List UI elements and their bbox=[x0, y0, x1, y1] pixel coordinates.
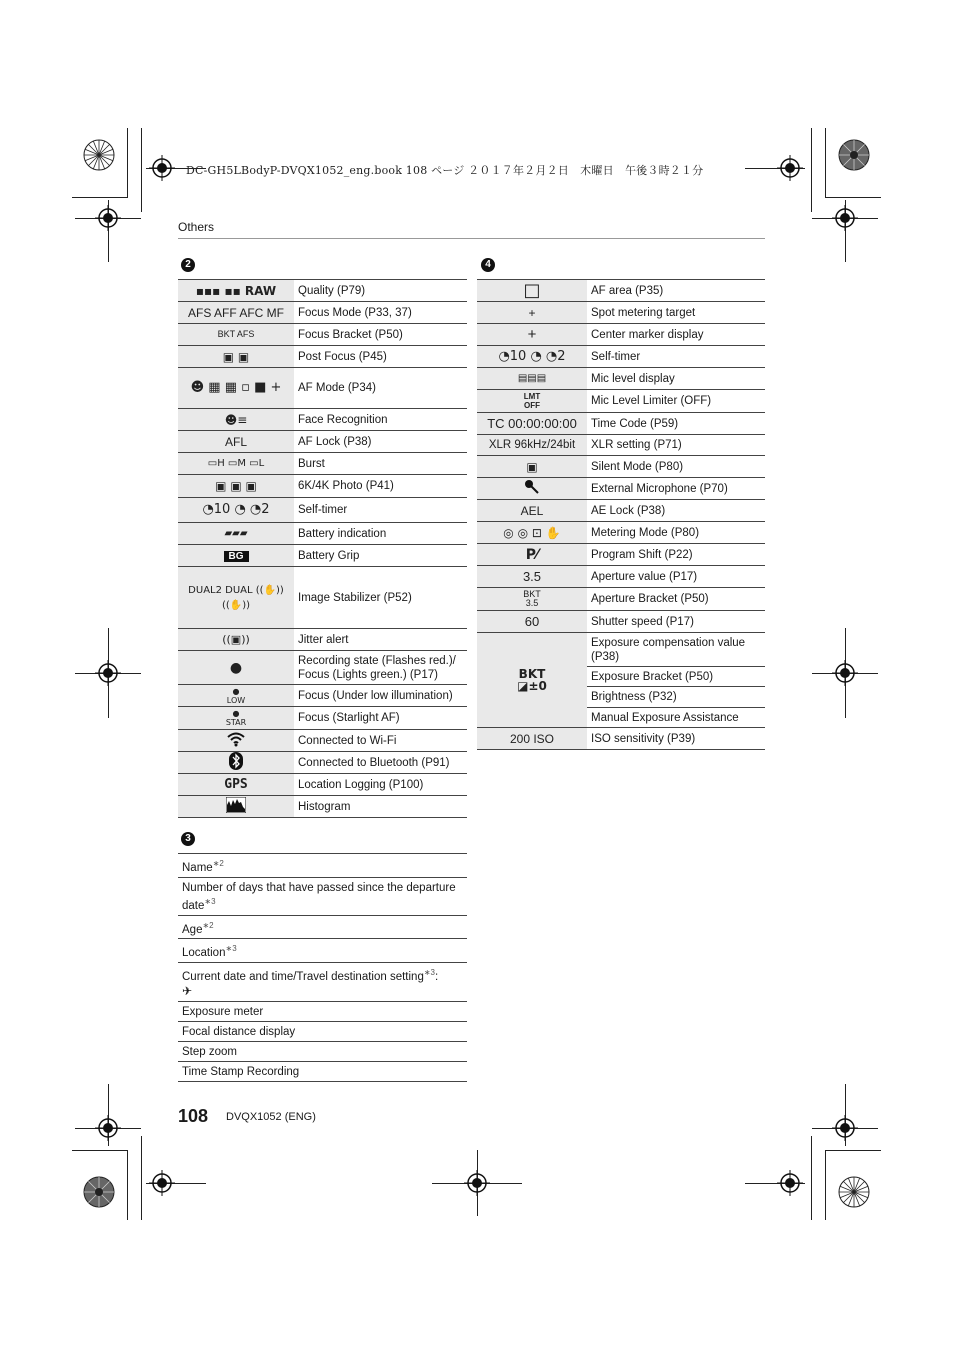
table-row: ▰▰▰ Battery indication bbox=[178, 523, 467, 545]
table-row: AFL AF Lock (P38) bbox=[178, 431, 467, 453]
mic-limiter-icon: LMT OFF bbox=[477, 390, 587, 413]
histogram-icon bbox=[226, 797, 246, 813]
burst-icon: ▭H ▭M ▭L bbox=[178, 453, 294, 475]
wifi-icon bbox=[227, 731, 245, 747]
table-row: ▪▪▪ ▪▪ RAW Quality (P79) bbox=[178, 280, 467, 302]
table-row: ☻≡ Face Recognition bbox=[178, 409, 467, 431]
self-timer-icon: ◔10 ◔ ◔2 bbox=[178, 498, 294, 523]
focus-low-icon: ● LOW bbox=[178, 685, 294, 707]
list-item: Time Stamp Recording bbox=[178, 1062, 467, 1082]
table-row: Connected to Wi-Fi bbox=[178, 730, 467, 752]
jitter-alert-icon: ((▣)) bbox=[178, 629, 294, 651]
table-row: ▣ Silent Mode (P80) bbox=[477, 456, 765, 478]
ae-lock-icon: AEL bbox=[477, 500, 587, 522]
recording-state-icon: ● bbox=[178, 651, 294, 685]
book-file-info: DC-GH5LBodyP-DVQX1052_eng.book 108 ページ ２０１７年２月２日 木曜日 午後３時２１分 bbox=[186, 164, 704, 177]
table-row: + Center marker display bbox=[477, 324, 765, 346]
section-4-marker: 4 bbox=[481, 258, 495, 272]
table-row: Histogram bbox=[178, 796, 467, 818]
program-shift-icon: P⁄ bbox=[477, 544, 587, 566]
table-row: BKT AFS Focus Bracket (P50) bbox=[178, 324, 467, 346]
table-row: TC 00:00:00:00 Time Code (P59) bbox=[477, 413, 765, 435]
section-4-table bbox=[477, 279, 765, 750]
airplane-icon: ✈ bbox=[182, 984, 193, 999]
table-row: ▭H ▭M ▭L Burst bbox=[178, 453, 467, 475]
quality-icon: ▪▪▪ ▪▪ RAW bbox=[178, 280, 294, 302]
self-timer-icon: ◔10 ◔ ◔2 bbox=[477, 346, 587, 368]
table-row: BG Battery Grip bbox=[178, 545, 467, 567]
table-row: GPS Location Logging (P100) bbox=[178, 774, 467, 796]
battery-icon: ▰▰▰ bbox=[178, 523, 294, 545]
time-code-icon: TC 00:00:00:00 bbox=[477, 413, 587, 435]
section-3-marker: 3 bbox=[181, 832, 195, 846]
section-2-marker: 2 bbox=[181, 258, 195, 272]
focus-starlight-icon: ● STAR bbox=[178, 707, 294, 730]
table-row: LMT OFF Mic Level Limiter (OFF) bbox=[477, 390, 765, 413]
aperture-bracket-icon: BKT 3.5 bbox=[477, 588, 587, 611]
gps-icon: GPS bbox=[178, 774, 294, 796]
page-number: 108 bbox=[178, 1106, 209, 1126]
center-marker-icon: + bbox=[477, 324, 587, 346]
table-row: 200 ISO ISO sensitivity (P39) bbox=[477, 728, 765, 750]
table-row: XLR 96kHz/24bit XLR setting (P71) bbox=[477, 435, 765, 456]
list-item: Location$^{∗3}$ bbox=[178, 939, 467, 963]
table-row: ● LOW Focus (Under low illumination) bbox=[178, 685, 467, 707]
table-row: ◎ ◎ ⊡ ✋ Metering Mode (P80) bbox=[477, 522, 765, 544]
table-row: P⁄ Program Shift (P22) bbox=[477, 544, 765, 566]
table-row: Connected to Bluetooth (P91) bbox=[178, 752, 467, 774]
table-row: ● STAR Focus (Starlight AF) bbox=[178, 707, 467, 730]
section-2-table bbox=[178, 279, 467, 818]
table-row: ☻ ▦ ▦ ▫ ■ + AF Mode (P34) bbox=[178, 368, 467, 409]
bluetooth-icon bbox=[229, 752, 243, 770]
list-item: Current date and time/Travel destination setting$^{∗3}$: ✈ bbox=[178, 963, 467, 1002]
af-area-icon: □ bbox=[477, 280, 587, 302]
table-row: ● Recording state (Flashes red.)/ Focus (Lights green.) (P17) bbox=[178, 651, 467, 685]
af-lock-icon: AFL bbox=[178, 431, 294, 453]
mic-level-icon: ▤▤▤ bbox=[477, 368, 587, 390]
image-stabilizer-icon: DUAL2 DUAL ((✋)) ((✋)) bbox=[178, 567, 294, 629]
header-divider bbox=[178, 238, 765, 239]
table-row: + Spot metering target bbox=[477, 302, 765, 324]
af-mode-icon: ☻ ▦ ▦ ▫ ■ + bbox=[178, 368, 294, 409]
table-row: □ AF area (P35) bbox=[477, 280, 765, 302]
table-row: ◔10 ◔ ◔2 Self-timer bbox=[477, 346, 765, 368]
table-row: BKT ◪±0 Exposure compensation value (P38) bbox=[477, 633, 765, 667]
focus-mode-icon: AFS AFF AFC MF bbox=[178, 302, 294, 324]
table-row: BKT 3.5 Aperture Bracket (P50) bbox=[477, 588, 765, 611]
table-row: ▤▤▤ Mic level display bbox=[477, 368, 765, 390]
spot-metering-icon: + bbox=[477, 302, 587, 324]
document-code: DVQX1052 (ENG) bbox=[226, 1111, 316, 1123]
focus-bracket-icon: BKT AFS bbox=[178, 324, 294, 346]
list-item: Step zoom bbox=[178, 1042, 467, 1062]
list-item: Age$^{∗2}$ bbox=[178, 915, 467, 939]
6k-4k-photo-icon: ▣ ▣ ▣ bbox=[178, 475, 294, 498]
table-row: 3.5 Aperture value (P17) bbox=[477, 566, 765, 588]
table-row: ▣ ▣ Post Focus (P45) bbox=[178, 346, 467, 368]
table-row: 60 Shutter speed (P17) bbox=[477, 611, 765, 633]
section-title: Others bbox=[178, 220, 215, 234]
post-focus-icon: ▣ ▣ bbox=[178, 346, 294, 368]
xlr-setting-icon: XLR 96kHz/24bit bbox=[477, 435, 587, 456]
table-row: Brightness (P32) bbox=[477, 687, 765, 708]
table-row: Exposure Bracket (P50) bbox=[477, 667, 765, 687]
table-row: ▣ ▣ ▣ 6K/4K Photo (P41) bbox=[178, 475, 467, 498]
section-3-table bbox=[178, 853, 467, 1082]
face-recognition-icon: ☻≡ bbox=[178, 409, 294, 431]
table-row: Manual Exposure Assistance bbox=[477, 708, 765, 728]
list-item: Name$^{∗2}$ bbox=[178, 854, 467, 878]
list-item: Exposure meter bbox=[178, 1002, 467, 1022]
battery-grip-icon: BG bbox=[224, 551, 249, 562]
silent-mode-icon: ▣ bbox=[477, 456, 587, 478]
aperture-value-icon: 3.5 bbox=[477, 566, 587, 588]
shutter-speed-icon: 60 bbox=[477, 611, 587, 633]
exposure-compensation-icon: BKT ◪±0 bbox=[477, 633, 587, 728]
table-row: External Microphone (P70) bbox=[477, 478, 765, 500]
metering-mode-icon: ◎ ◎ ⊡ ✋ bbox=[477, 522, 587, 544]
table-row: DUAL2 DUAL ((✋)) ((✋)) Image Stabilizer (P52) bbox=[178, 567, 467, 629]
table-row: ◔10 ◔ ◔2 Self-timer bbox=[178, 498, 467, 523]
table-row: AFS AFF AFC MF Focus Mode (P33, 37) bbox=[178, 302, 467, 324]
list-item: Focal distance display bbox=[178, 1022, 467, 1042]
list-item: Number of days that have passed since the departure date$^{∗3}$ bbox=[178, 877, 467, 915]
table-row: ((▣)) Jitter alert bbox=[178, 629, 467, 651]
table-row: AEL AE Lock (P38) bbox=[477, 500, 765, 522]
microphone-icon bbox=[524, 479, 540, 495]
iso-sensitivity-icon: 200 ISO bbox=[477, 728, 587, 750]
